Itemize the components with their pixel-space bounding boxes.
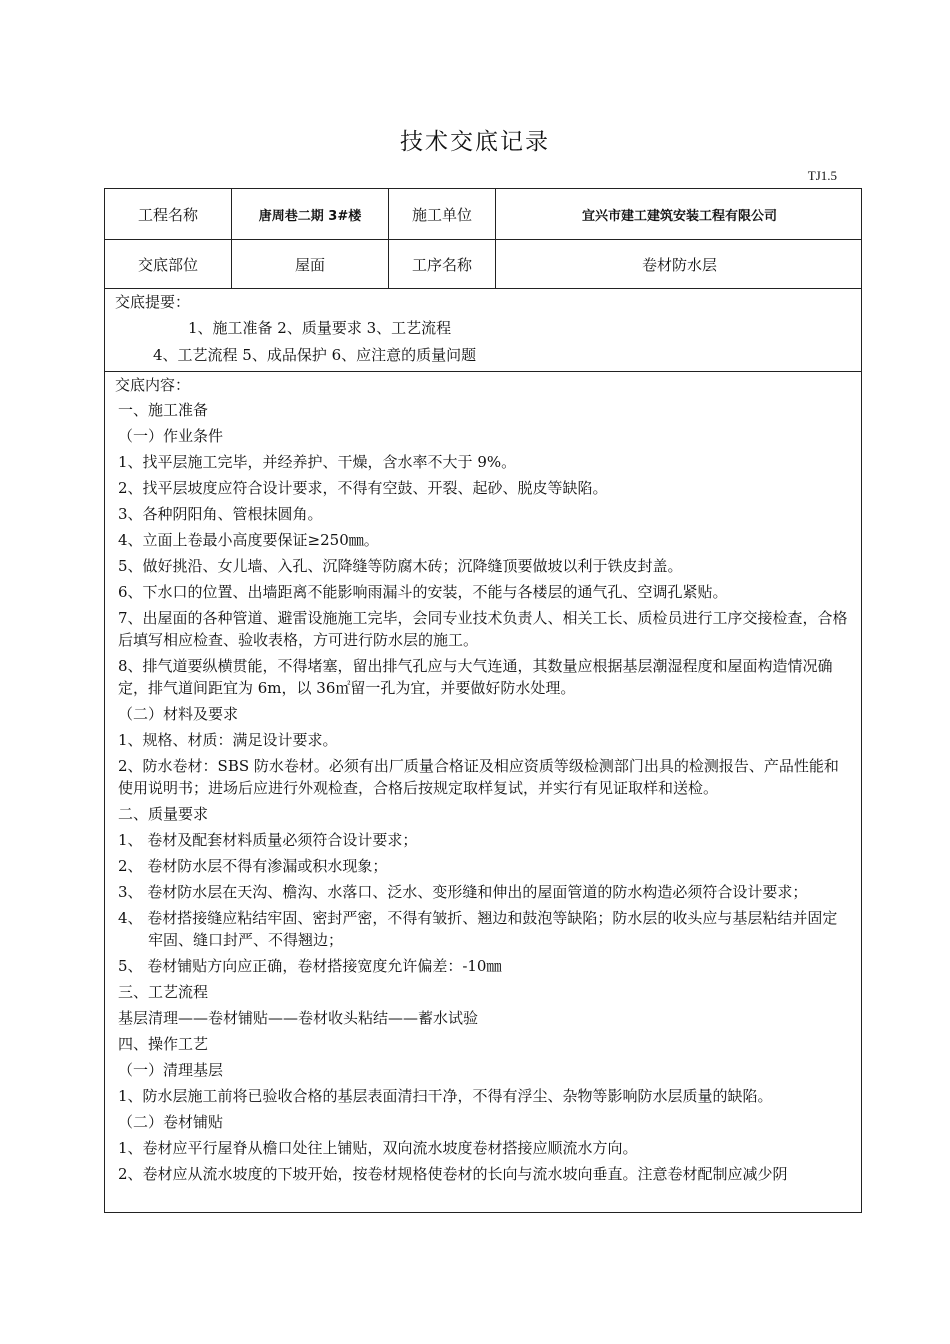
summary-line-2: 4、工艺流程 5、成品保护 6、应注意的质量问题: [153, 346, 477, 364]
content-paragraph: （一）清理基层: [118, 1061, 224, 1079]
content-paragraph: 四、操作工艺: [118, 1035, 209, 1053]
content-paragraph: 6、下水口的位置、出墙距离不能影响雨漏斗的安装，不能与各楼层的通气孔、空调孔紧贴。: [118, 583, 728, 601]
content-paragraph: 2、卷材应从流水坡度的下坡开始，按卷材规格使卷材的长向与流水坡向垂直。注意卷材配制应减少阴: [118, 1165, 788, 1183]
content-paragraph: 1、找平层施工完毕，并经养护、干燥，含水率不大于 9%。: [118, 453, 517, 471]
header-row-2: [105, 240, 861, 289]
content-paragraph: （二）卷材铺贴: [118, 1113, 224, 1131]
content-paragraph: 7、出屋面的各种管道、避雷设施施工完毕，会同专业技术负责人、相关工长、质检员进行工序交接检查，合格后填写相应检查、验收表格，方可进行防水层的施工。: [118, 609, 848, 649]
content-paragraph: 2、找平层坡度应符合设计要求，不得有空鼓、开裂、起砂、脱皮等缺陷。: [118, 479, 608, 497]
content-paragraph: 三、工艺流程: [118, 983, 209, 1001]
content-paragraph: 4、 卷材搭接缝应粘结牢固、密封严密，不得有皱折、翘边和鼓泡等缺陷；防水层的收头应与基层粘结并固定牢固、缝口封严、不得翘边；: [118, 909, 838, 949]
content-paragraph: 2、防水卷材：SBS 防水卷材。必须有出厂质量合格证及相应资质等级检测部门出具的检测报告、产品性能和使用说明书；进场后应进行外观检查，合格后按规定取样复试，并实行有见证取样和送检。: [118, 757, 839, 797]
location-value: 屋面: [232, 240, 389, 288]
content-paragraph: 1、卷材应平行屋脊从檐口处往上铺贴，双向流水坡度卷材搭接应顺流水方向。: [118, 1139, 638, 1157]
content-paragraph: （一）作业条件: [118, 427, 224, 445]
project-name-label: 工程名称: [105, 189, 232, 239]
summary-label: 交底提要：: [115, 293, 191, 311]
content-paragraph: 二、质量要求: [118, 805, 209, 823]
header-row-1: [105, 189, 861, 240]
summary-line-1: 1、施工准备 2、质量要求 3、工艺流程: [188, 319, 452, 337]
content-paragraph: 2、 卷材防水层不得有渗漏或积水现象；: [118, 857, 388, 875]
content-paragraph: 1、 卷材及配套材料质量必须符合设计要求；: [118, 831, 418, 849]
content-label: 交底内容：: [115, 376, 191, 394]
document-title: 技术交底记录: [400, 129, 550, 155]
content-section: [105, 372, 861, 1189]
location-label: 交底部位: [105, 240, 232, 288]
contractor-label: 施工单位: [389, 189, 496, 239]
document-code: TJ1.5: [807, 168, 837, 183]
record-table: [104, 188, 862, 1213]
content-paragraph: 一、施工准备: [118, 401, 209, 419]
content-paragraph: 5、 卷材铺贴方向应正确，卷材搭接宽度允许偏差：-10㎜: [118, 957, 502, 975]
content-paragraph: （二）材料及要求: [118, 705, 239, 723]
process-value: 卷材防水层: [641, 255, 717, 274]
contractor-value: 宜兴市建工建筑安装工程有限公司: [581, 208, 777, 224]
content-paragraph: 3、各种阴阳角、管根抹圆角。: [118, 505, 323, 523]
content-paragraph: 8、排气道要纵横贯能，不得堵塞，留出排气孔应与大气连通，其数量应根据基层潮湿程度和屋面构造情况确定，排气道间距宜为 6m，以 36㎡留一孔为宜，并要做好防水处理。: [118, 657, 833, 697]
content-paragraph: 1、防水层施工前将已验收合格的基层表面清扫干净，不得有浮尘、杂物等影响防水层质量的缺陷。: [118, 1087, 773, 1105]
summary-section: [105, 289, 861, 372]
project-name-value: 唐周巷二期 3#楼: [232, 189, 389, 239]
content-paragraph: 1、规格、材质：满足设计要求。: [118, 731, 338, 749]
process-label: 工序名称: [389, 240, 496, 288]
content-paragraph: 3、 卷材防水层在天沟、檐沟、水落口、泛水、变形缝和伸出的屋面管道的防水构造必须符合设计要求；: [118, 883, 808, 901]
content-paragraph: 4、立面上卷最小高度要保证≥250㎜。: [118, 531, 379, 549]
content-paragraph: 5、做好挑沿、女儿墙、入孔、沉降缝等防腐木砖；沉降缝顶要做坡以利于铁皮封盖。: [118, 557, 683, 575]
content-paragraph: 基层清理——卷材铺贴——卷材收头粘结——蓄水试验: [118, 1009, 479, 1027]
